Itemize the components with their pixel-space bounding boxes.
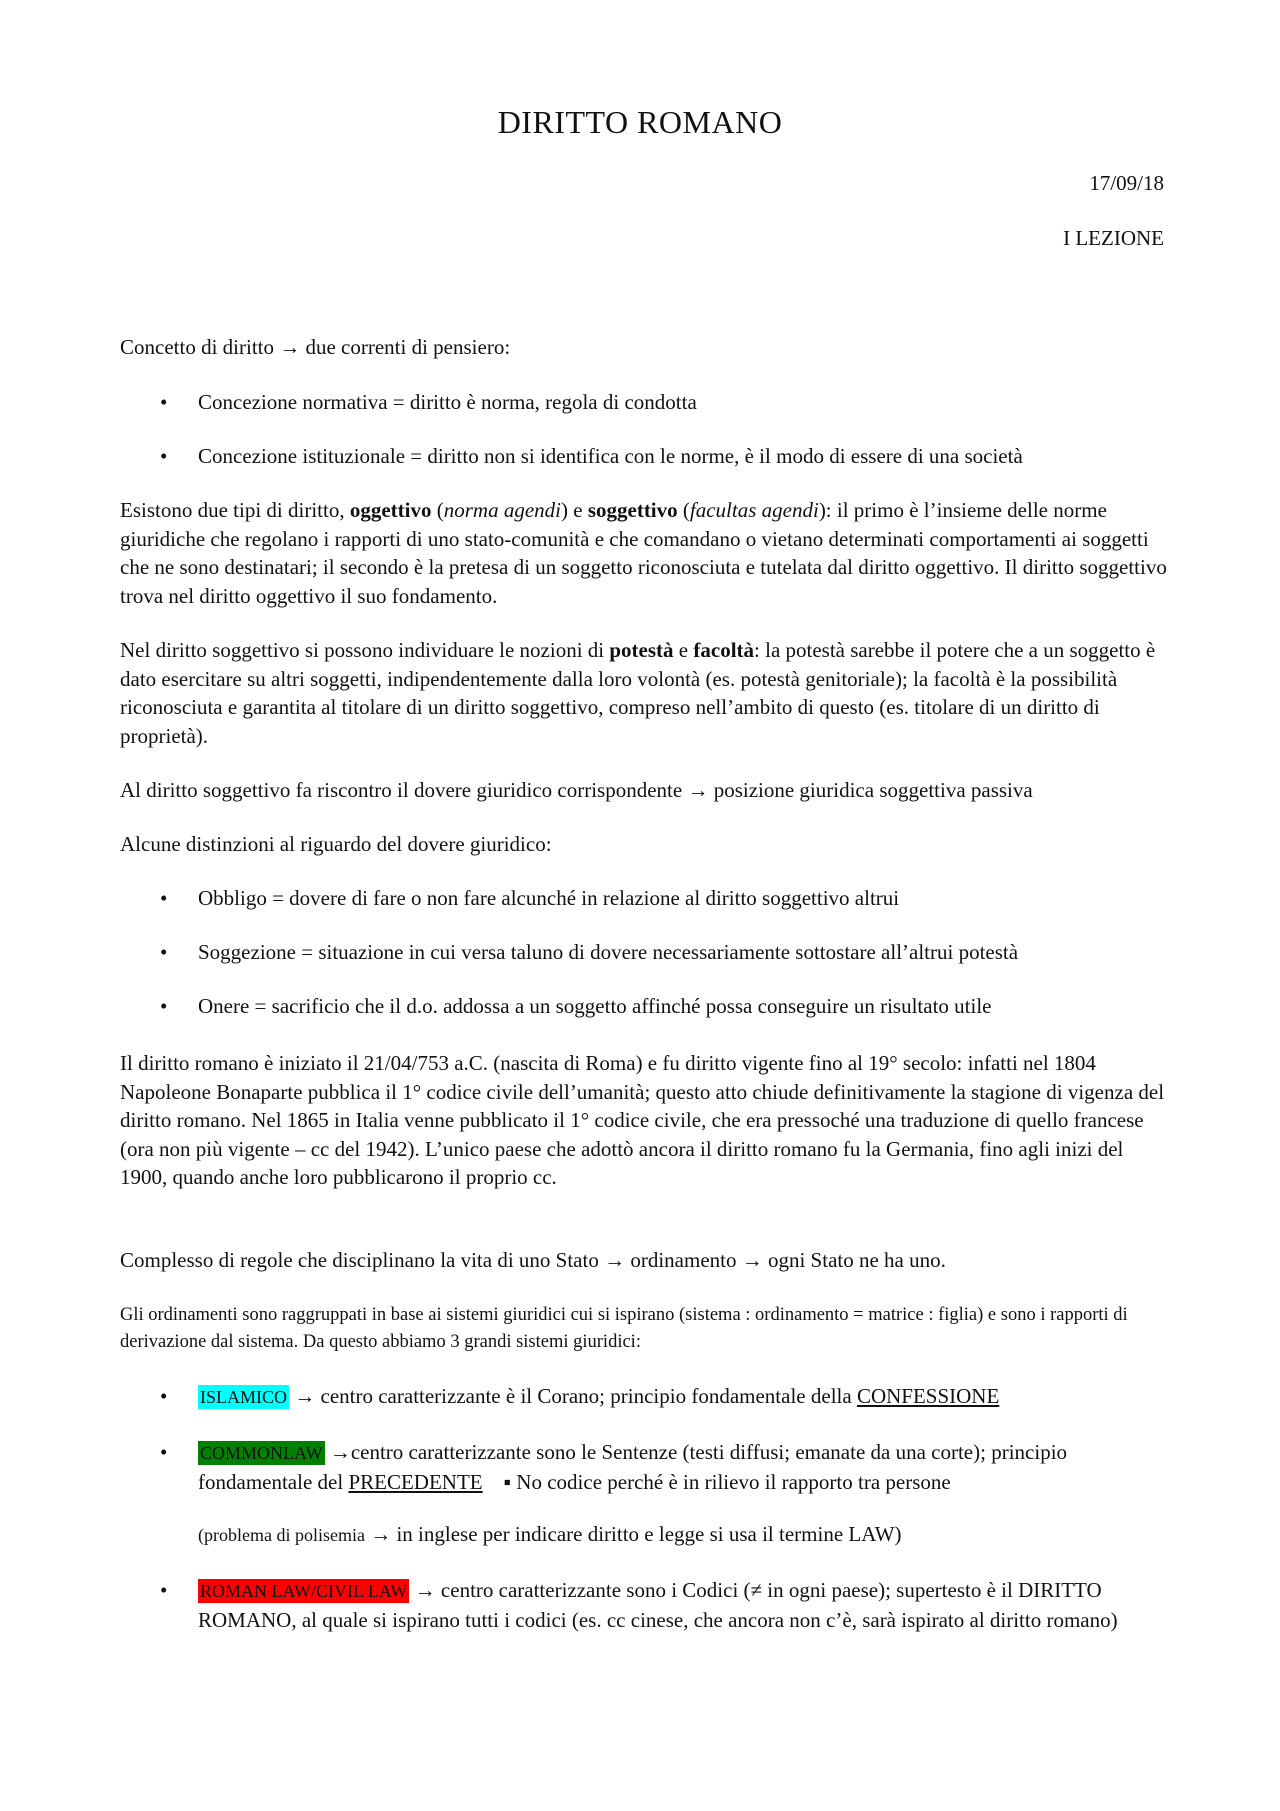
- bullet: •: [160, 1440, 168, 1464]
- underlined-term: CONFESSIONE: [856, 1384, 1000, 1408]
- text-run: ) e: [561, 498, 588, 522]
- list-item-text: [198, 1438, 1168, 1496]
- text-run: Nel diritto soggettivo si possono individuare le nozioni di: [120, 638, 610, 662]
- text-run: (: [431, 498, 444, 522]
- paragraph-ordinamento: Complesso di regole che disciplinano la vita di uno Stato → ordinamento → ogni Stato ne ha uno.: [120, 1248, 946, 1272]
- text-run: → centro caratterizzante sono i Codici (≠ in ogni paese); supertesto è il DIRITTO ROMANO, al quale si ispirano tutti i codici (es. cc cinese, che ancora non c’è, sarà ispirato al diritto romano): [198, 1578, 1118, 1632]
- bullet: •: [160, 444, 168, 468]
- list-item-text: Concezione normativa = diritto è norma, regola di condotta: [198, 390, 697, 414]
- paragraph-storia: Il diritto romano è iniziato il 21/04/753 a.C. (nascita di Roma) e fu diritto vigente fino al 19° secolo: infatti nel 1804 Napoleone Bonaparte pubblica il 1° codice civile dell’umanità; questo atto chiude definitivamente la stagione di vigenza del diritto romano. Nel 1865 in Italia venne pubblicato il 1° codice civile, che era pressoché una traduzione di quello francese (ora non più vigente – cc del 1942). L’unico paese che adottò ancora il diritto romano fu la Germania, fino agli inizi del 1900, quando anche loro pubblicarono il proprio cc.: [120, 1051, 1165, 1189]
- bullet: •: [160, 886, 168, 910]
- italic-term: norma agendi: [443, 498, 561, 522]
- paragraph-potesta: [120, 636, 1170, 750]
- italic-term: facultas agendi: [689, 498, 819, 522]
- text-run: (: [677, 498, 690, 522]
- text-run: → in inglese per indicare diritto e legge si usa il termine LAW): [364, 1522, 902, 1546]
- list-item-text: Concezione istituzionale = diritto non si identifica con le norme, è il modo di essere di una società: [198, 444, 1023, 468]
- text-run: : la potestà sarebbe il potere che a un soggetto è dato esercitare su altri soggetti, indipendentemente dalla loro volontà (es. potestà genitoriale); la facoltà è la possibilità riconosciuta e garantita al titolare di un diritto soggettivo, compreso nell’ambito di questo (es. titolare di un diritto di proprietà).: [120, 638, 1156, 748]
- text-run: Esistono due tipi di diritto,: [120, 498, 350, 522]
- list-item-text: [198, 1576, 1168, 1634]
- bold-term: soggettivo: [587, 498, 678, 522]
- bullet: •: [160, 1384, 168, 1408]
- bullet: •: [160, 1578, 168, 1602]
- bold-term: facoltà: [693, 638, 755, 662]
- document-title: DIRITTO ROMANO: [497, 104, 783, 140]
- text-run: ): il primo è l’insieme delle norme giuridiche che regolano i rapporti di uno stato-comunità e che comandano o vietano determinati comportamenti ai soggetti che ne sono destinatari; il secondo è la pretesa di un soggetto riconosciuta e tutelata dal diritto oggettivo. Il diritto soggettivo trova nel diritto oggettivo il suo fondamento.: [120, 498, 1167, 608]
- text-run: →centro caratterizzante sono le Sentenze (testi diffusi; emanate da una corte); principio fondamentale del: [198, 1440, 1068, 1494]
- document-date: 17/09/18: [1089, 171, 1164, 195]
- text-run: ▪ No codice perché è in rilievo il rapporto tra persone: [482, 1469, 951, 1494]
- text-run: e: [673, 638, 694, 662]
- paragraph-dovere: Al diritto soggettivo fa riscontro il dovere giuridico corrispondente → posizione giuridica soggettiva passiva: [120, 778, 1033, 802]
- bullet: •: [160, 994, 168, 1018]
- text-run: (problema di polisemia: [198, 1525, 365, 1545]
- highlight-label: ROMAN LAW/CIVIL LAW: [200, 1581, 408, 1601]
- bold-term: potestà: [609, 638, 674, 662]
- highlight-label: ISLAMICO: [200, 1387, 288, 1407]
- underlined-term: PRECEDENTE: [348, 1469, 483, 1494]
- bold-term: oggettivo: [349, 498, 432, 522]
- highlight-label: COMMONLAW: [200, 1443, 323, 1463]
- list-item-text: Soggezione = situazione in cui versa taluno di dovere necessariamente sottostare all’altrui potestà: [198, 940, 1019, 964]
- bullet: •: [160, 390, 168, 414]
- paragraph-sistemi: Gli ordinamenti sono raggruppati in base ai sistemi giuridici cui si ispirano (sistema : ordinamento = matrice : figlia) e sono i rapporti di derivazione dal sistema. Da questo abbiamo 3 grandi sistemi giuridici:: [120, 1305, 1128, 1352]
- paragraph-distinzioni: Alcune distinzioni al riguardo del dovere giuridico:: [120, 832, 552, 856]
- paragraph-tipi-diritto: [120, 496, 1170, 610]
- list-item-text: [198, 1382, 1168, 1412]
- note-text: [198, 1520, 1168, 1550]
- bullet: •: [160, 940, 168, 964]
- list-item-text: Onere = sacrificio che il d.o. addossa a un soggetto affinché possa conseguire un risultato utile: [198, 994, 992, 1018]
- intro-paragraph: Concetto di diritto → due correnti di pensiero:: [120, 335, 511, 359]
- text-run: → centro caratterizzante è il Corano; principio fondamentale della: [289, 1384, 857, 1408]
- list-item-text: Obbligo = dovere di fare o non fare alcunché in relazione al diritto soggettivo altrui: [198, 886, 900, 910]
- lesson-label: I LEZIONE: [1063, 226, 1164, 250]
